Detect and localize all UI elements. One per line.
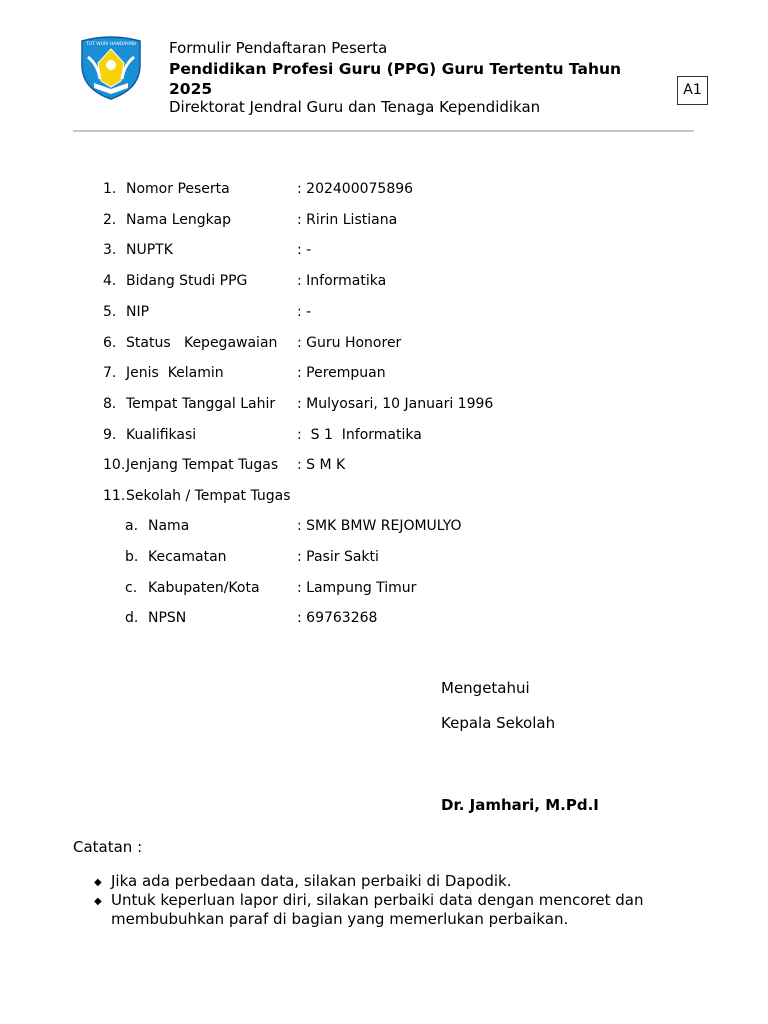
bullet-icon: ◆ <box>94 877 102 888</box>
note-item: Jika ada perbedaan data, silakan perbaiki di Dapodik. <box>111 872 512 890</box>
field-label: NIP <box>126 304 150 320</box>
field-label: Kabupaten/Kota <box>148 580 260 596</box>
directorate-name: Direktorat Jendral Guru dan Tenaga Kependidikan <box>169 98 541 116</box>
field-value: : Ririn Listiana <box>297 212 398 228</box>
field-label: Tempat Tanggal Lahir <box>126 396 276 412</box>
field-value: : Lampung Timur <box>297 580 417 596</box>
header-divider <box>73 130 694 132</box>
field-value: : - <box>297 304 312 320</box>
field-value: : Guru Honorer <box>297 335 402 351</box>
field-label: Nomor Peserta <box>126 181 230 197</box>
field-value: : Informatika <box>297 273 387 289</box>
field-label: NPSN <box>148 610 187 626</box>
form-subtitle: Formulir Pendaftaran Peserta <box>169 39 388 57</box>
field-label: Status Kepegawaian <box>126 335 278 351</box>
signer-role: Kepala Sekolah <box>441 714 556 732</box>
form-title: Pendidikan Profesi Guru (PPG) Guru Tertentu Tahun 2025 <box>169 60 622 98</box>
field-label: Kualifikasi <box>126 427 197 443</box>
field-label: Nama <box>148 518 190 534</box>
field-label: Jenis Kelamin <box>126 365 224 381</box>
field-value: : 69763268 <box>297 610 378 626</box>
field-label: Bidang Studi PPG <box>126 273 248 289</box>
field-value: : SMK BMW REJOMULYO <box>297 518 462 534</box>
field-label: Kecamatan <box>148 549 227 565</box>
form-code-box: A1 <box>677 76 708 105</box>
signer-name: Dr. Jamhari, M.Pd.I <box>441 796 599 814</box>
field-value: : S 1 Informatika <box>297 427 422 443</box>
svg-text:TUT WURI HANDAYANI: TUT WURI HANDAYANI <box>86 42 136 47</box>
field-label: Jenjang Tempat Tugas <box>126 457 279 473</box>
field-value: : S M K <box>297 457 346 473</box>
field-value: : Perempuan <box>297 365 386 381</box>
acknowledge-label: Mengetahui <box>441 679 530 697</box>
field-value: : Mulyosari, 10 Januari 1996 <box>297 396 494 412</box>
bullet-icon: ◆ <box>94 896 102 907</box>
field-value: : Pasir Sakti <box>297 549 379 565</box>
note-item: Untuk keperluan lapor diri, silakan perbaiki data dengan mencoret dan membubuhkan paraf di bagian yang memerlukan perbaikan. <box>111 891 644 928</box>
notes-title: Catatan : <box>73 838 143 856</box>
field-label: Nama Lengkap <box>126 212 231 228</box>
tut-wuri-handayani-logo <box>76 35 146 101</box>
field-label: NUPTK <box>126 242 173 258</box>
field-value: : 202400075896 <box>297 181 414 197</box>
field-label: Sekolah / Tempat Tugas <box>126 488 291 504</box>
field-value: : - <box>297 242 312 258</box>
